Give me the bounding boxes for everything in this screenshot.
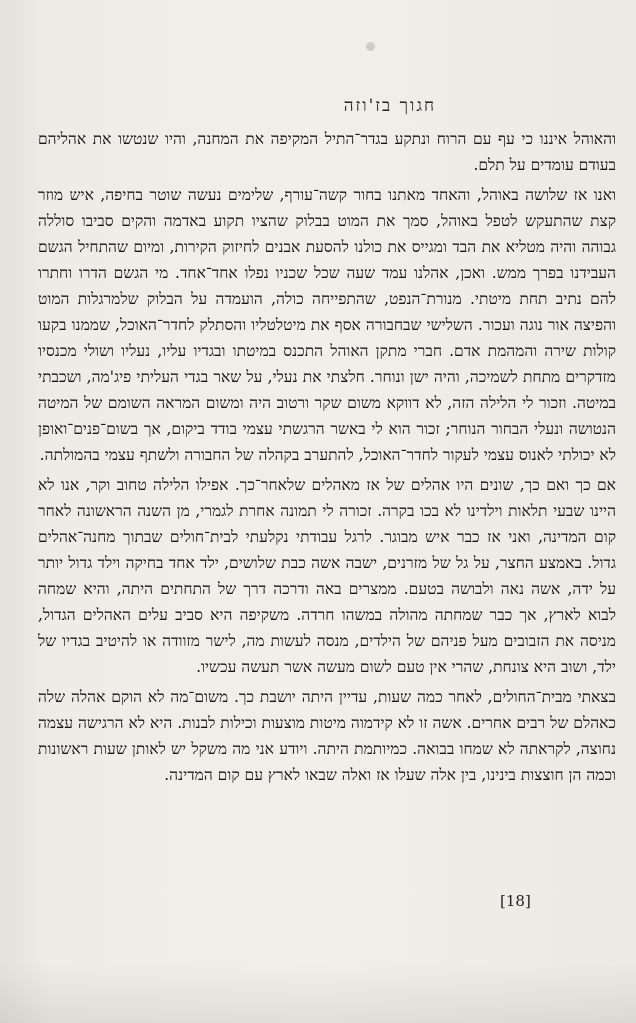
paper-spot [366, 42, 375, 51]
body-text [38, 126, 616, 788]
page-number: [18] [500, 892, 531, 910]
paragraph: ואנו אז שלושה באוהל, והאחד מאתנו בחור קשה־עורף, שלימים נעשה שוטר בחיפה, איש מוזר קצת שהתעקש לטפל באוהל, סמך את המוט בבלוק שהציו תקוע באדמה והקים סביבו סוללה גבוהה והיה מטליא את הבד ומגייס את כולנו להסעת אבנים לחיזוק הקירות, ומיום שהתחיל הגשם העבידנו בפרך ממש. ואכן, אהלנו עמד שעה שכל שכניו נפלו אחד־אחד. מי הגשם הדרו וחתרו להם נתיב תחת מיטתי. מנורת־הנפט, שהתפייחה כולה, הועמדה על הבלוק שלמרגלות המוט והפיצה אור נוגה ועכור. השלישי שבחבורה אסף את מיטלטליו והסתלק לחדר־האוכל, שממנו בקעו קולות שירה והמהמת אדם. חברי מתקן האוהל התכנס במיטתו ובגדיו עליו, נעליו ושולי מכנסיו מזדקרים מתחת לשמיכה, והיה ישן ונוחר. חלצתי את נעלי, על שאר בגדי העליתי פיג'מה, ושכבתי במיטה. וזכור לי הלילה הזה, לא דווקא משום שקר ורטוב היה ומשום המראה השומם של המיטה הנטושה ונעלי הבחור הנוחר; זכור הוא לי באשר הרגשתי עצמי בודד ביקום, אך בשום־פנים־ואופן לא יכולתי לאנוס עצמי לעקור לחדר־האוכל, להתערב בקהלה של החבורה ולשתף עצמי בהמולתה. [38, 186, 616, 464]
paragraph: והאוהל איננו כי עף עם הרוח ונתקע בגדר־התיל המקיפה את המחנה, והיו שנטשו את אהליהם בעודם עומדים על תלם. [38, 130, 616, 174]
paragraph: אם כך ואם כך, שונים היו אהלים של אז מאהלים שלאחר־כך. אפילו הלילה טחוב וקר, אנו לא היינו שבעי תלאות וילדינו לא בכו בקרה. זכורה לי תמונה אחרת לגמרי, מן השנה הראשונה לאחר קום המדינה, ואני אז כבר איש מבוגר. לרגל עבודתי נקלעתי לבית־חולים שבתוך מחנה־אהלים גדול. באמצע החצר, על גל של מזרנים, ישבה אשה כבת שלושים, ילד אחד בחיקה וילד גדול יותר על ידה, אשה נאה ולבושה בטעם. ממצרים באה ודרכה דרך של התחתים היתה, והיא שמחה לבוא לארץ, אך כבר שמחתה מהולה במשהו חרדה. משקיפה היא סביב עלים האהלים הגדול, מניסה את הזבובים מעל פניהם של הילדים, מנסה לעשות מה, לישר מזוודה או להיטיב בגדיו של ילד, ושוב היא צונחת, שהרי אין טעם לשום מעשה אשר תעשה עכשיו. [38, 476, 616, 676]
paragraph: בצאתי מבית־החולים, לאחר כמה שעות, עדיין היתה יושבת כך. משום־מה לא הוקם אהלה שלה כאהלם של רבים אחרים. אשה זו לא קידמוה מיטות מוצעות וכילות לבנות. היא לא הרגישה עצמה נחוצה, לקראתה לא שמחו בבואה. כמיותמת היתה. ויודע אני מה משקל יש לאותן שעות ראשונות וכמה הן חוצצות בינינו, בין אלה שעלו אז ואלה שבאו לארץ עם קום המדינה. [38, 688, 616, 784]
running-head: חגוך בז'וזה [343, 96, 436, 116]
